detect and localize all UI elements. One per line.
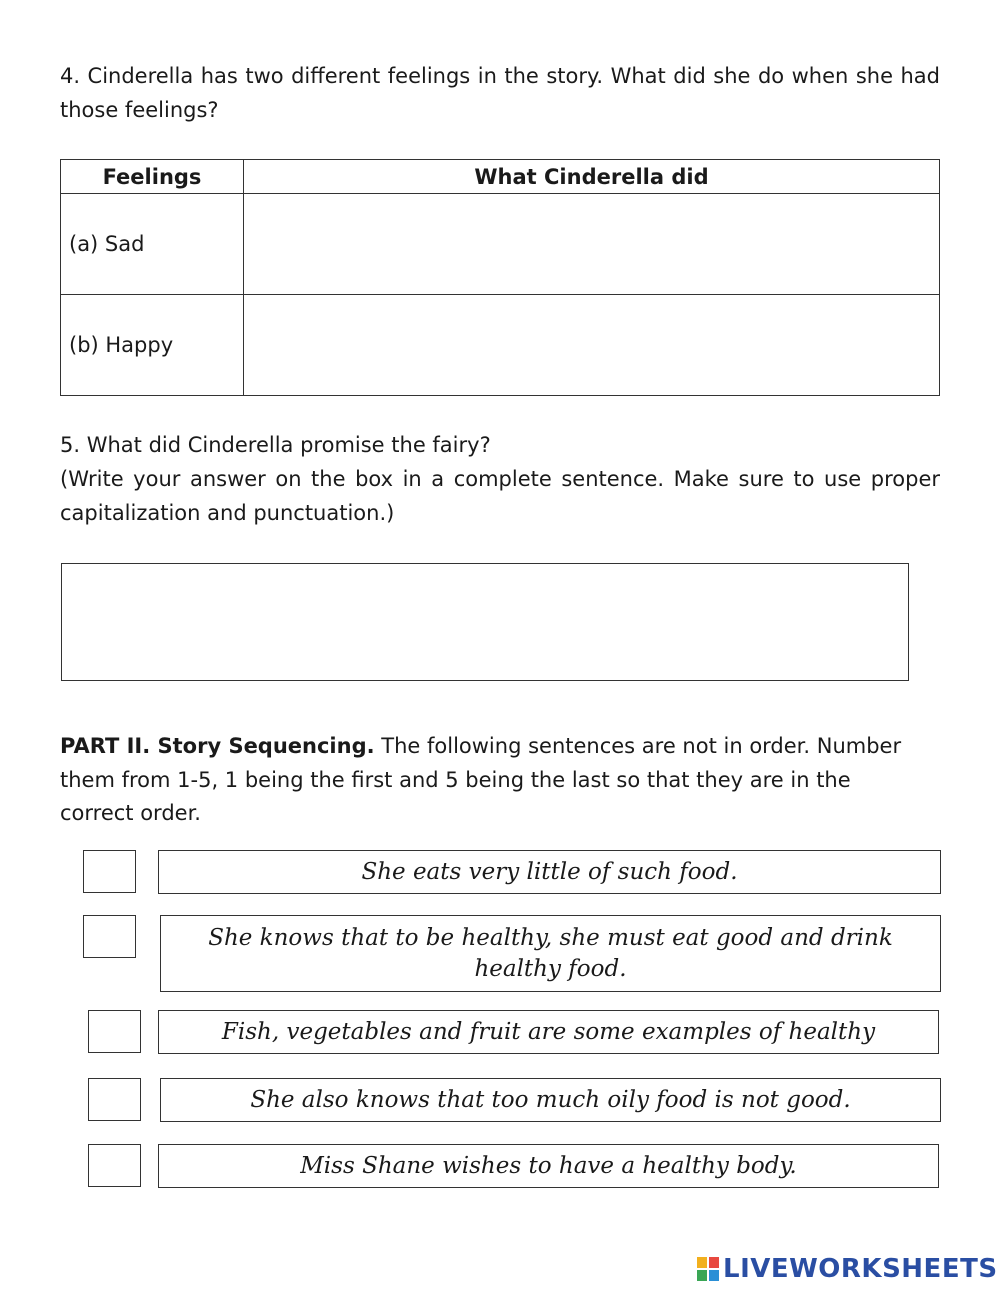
part2-intro bbox=[60, 730, 930, 831]
number-box-1[interactable] bbox=[83, 850, 136, 893]
answer-cell-happy[interactable] bbox=[244, 295, 940, 396]
sentence-box-4: She also knows that too much oily food is not good. bbox=[160, 1078, 941, 1122]
question-4-text: 4. Cinderella has two different feelings in the story. What did she do when she had those feelings? bbox=[60, 64, 940, 122]
sentence-box-1: She eats very little of such food. bbox=[158, 850, 941, 894]
header-feelings: Feelings bbox=[61, 160, 244, 194]
number-box-3[interactable] bbox=[88, 1010, 141, 1053]
sentence-box-2: She knows that to be healthy, she must eat good and drink healthy food. bbox=[160, 915, 941, 992]
question-5-instruction: (Write your answer on the box in a complete sentence. Make sure to use proper capitalization and punctuation.) bbox=[60, 467, 940, 525]
feeling-cell: (b) Happy bbox=[61, 295, 244, 396]
feeling-cell: (a) Sad bbox=[61, 194, 244, 295]
number-box-5[interactable] bbox=[88, 1144, 141, 1187]
sentence-box-5: Miss Shane wishes to have a healthy body. bbox=[158, 1144, 939, 1188]
part2-title: PART II. Story Sequencing. bbox=[60, 734, 375, 758]
feelings-table-header bbox=[61, 160, 940, 194]
table-row bbox=[61, 295, 940, 396]
number-box-4[interactable] bbox=[88, 1078, 141, 1121]
logo-icon bbox=[697, 1257, 719, 1281]
table-row bbox=[61, 194, 940, 295]
sentence-box-3: Fish, vegetables and fruit are some examples of healthy bbox=[158, 1010, 939, 1054]
feelings-table bbox=[60, 159, 940, 396]
number-box-2[interactable] bbox=[83, 915, 136, 958]
question-5-text: 5. What did Cinderella promise the fairy? bbox=[60, 433, 491, 457]
answer-cell-sad[interactable] bbox=[244, 194, 940, 295]
part2-instruction: The following sentences are not in order. Number them from 1-5, 1 being the first and 5 being the last so that they are in the correct order. bbox=[60, 734, 902, 825]
answer-box-q5[interactable] bbox=[61, 563, 909, 681]
header-what-cinderella-did: What Cinderella did bbox=[244, 160, 940, 194]
liveworksheets-logo bbox=[697, 1254, 998, 1284]
logo-text: LIVEWORKSHEETS bbox=[723, 1254, 998, 1284]
